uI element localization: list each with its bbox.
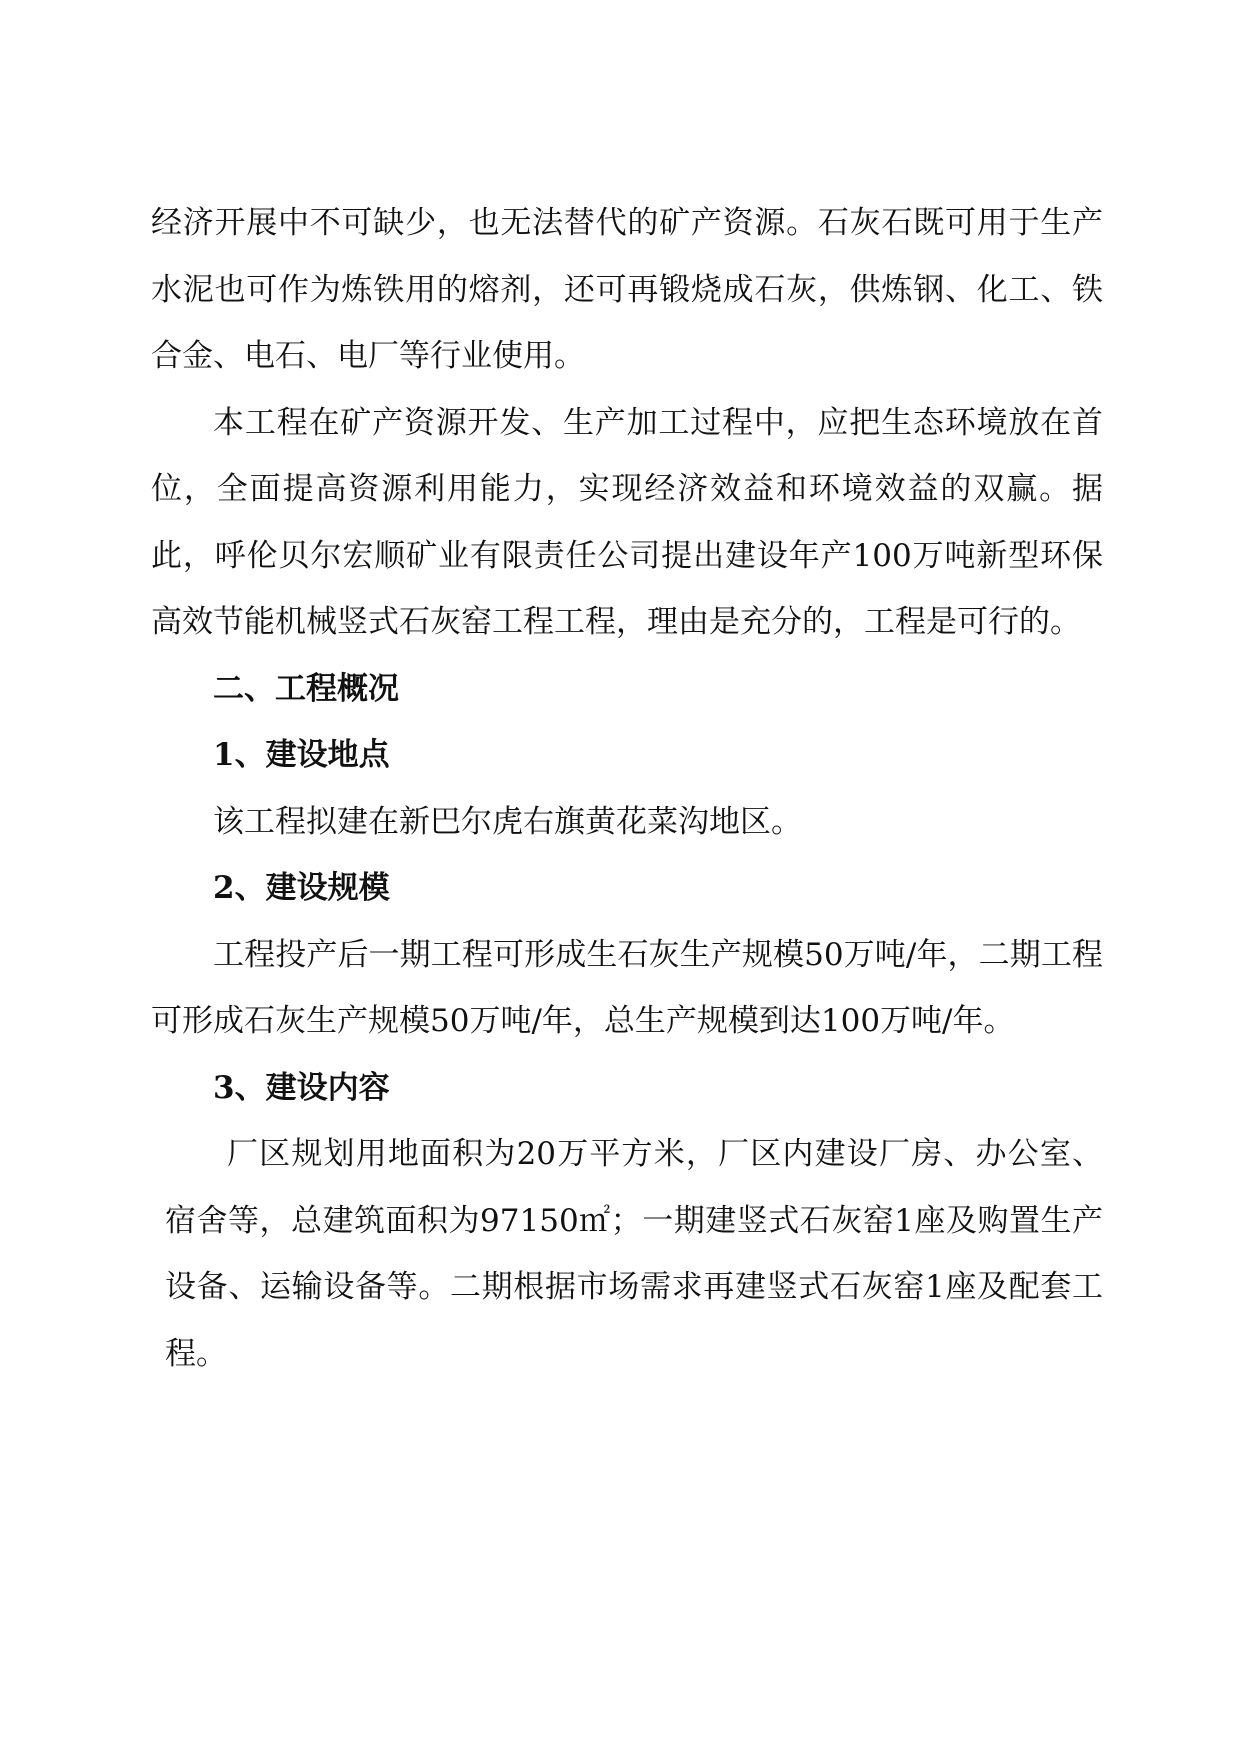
heading-construction-scale: 2、建设规模: [213, 870, 390, 906]
paragraph-resource-use: 经济开展中不可缺少，也无法替代的矿产资源。石灰石既可用于生产水泥也可作为炼铁用的熔剂，还可再锻烧成石灰，供炼钢、化工、铁合金、电石、电厂等行业使用。: [151, 205, 1103, 374]
paragraph-construction-site: 该工程拟建在新巴尔虎右旗黄花菜沟地区。: [213, 803, 802, 840]
heading-construction-site: 1、建设地点: [213, 737, 390, 773]
paragraph-construction-content: 厂区规划用地面积为20万平方米，厂区内建设厂房、办公室、宿舍等，总建筑面积为97150㎡；一期建竖式石灰窑1座及购置生产设备、运输设备等。二期根据市场需求再建竖式石灰窑1座及配套工程。: [165, 1136, 1103, 1372]
heading-construction-content: 3、建设内容: [213, 1069, 390, 1106]
document-body: [151, 190, 1103, 1387]
paragraph-project-rationale: 本工程在矿产资源开发、生产加工过程中，应把生态环境放在首位，全面提高资源利用能力，实现经济效益和环境效益的双赢。据此，呼伦贝尔宏顺矿业有限责任公司提出建设年产100万吨新型环保高效节能机械竖式石灰窑工程工程，理由是充分的，工程是可行的。: [151, 404, 1103, 640]
heading-project-overview: 二、工程概况: [213, 670, 399, 707]
paragraph-construction-scale: 工程投产后一期工程可形成生石灰生产规模50万吨/年，二期工程可形成石灰生产规模50万吨/年，总生产规模到达100万吨/年。: [151, 936, 1103, 1039]
